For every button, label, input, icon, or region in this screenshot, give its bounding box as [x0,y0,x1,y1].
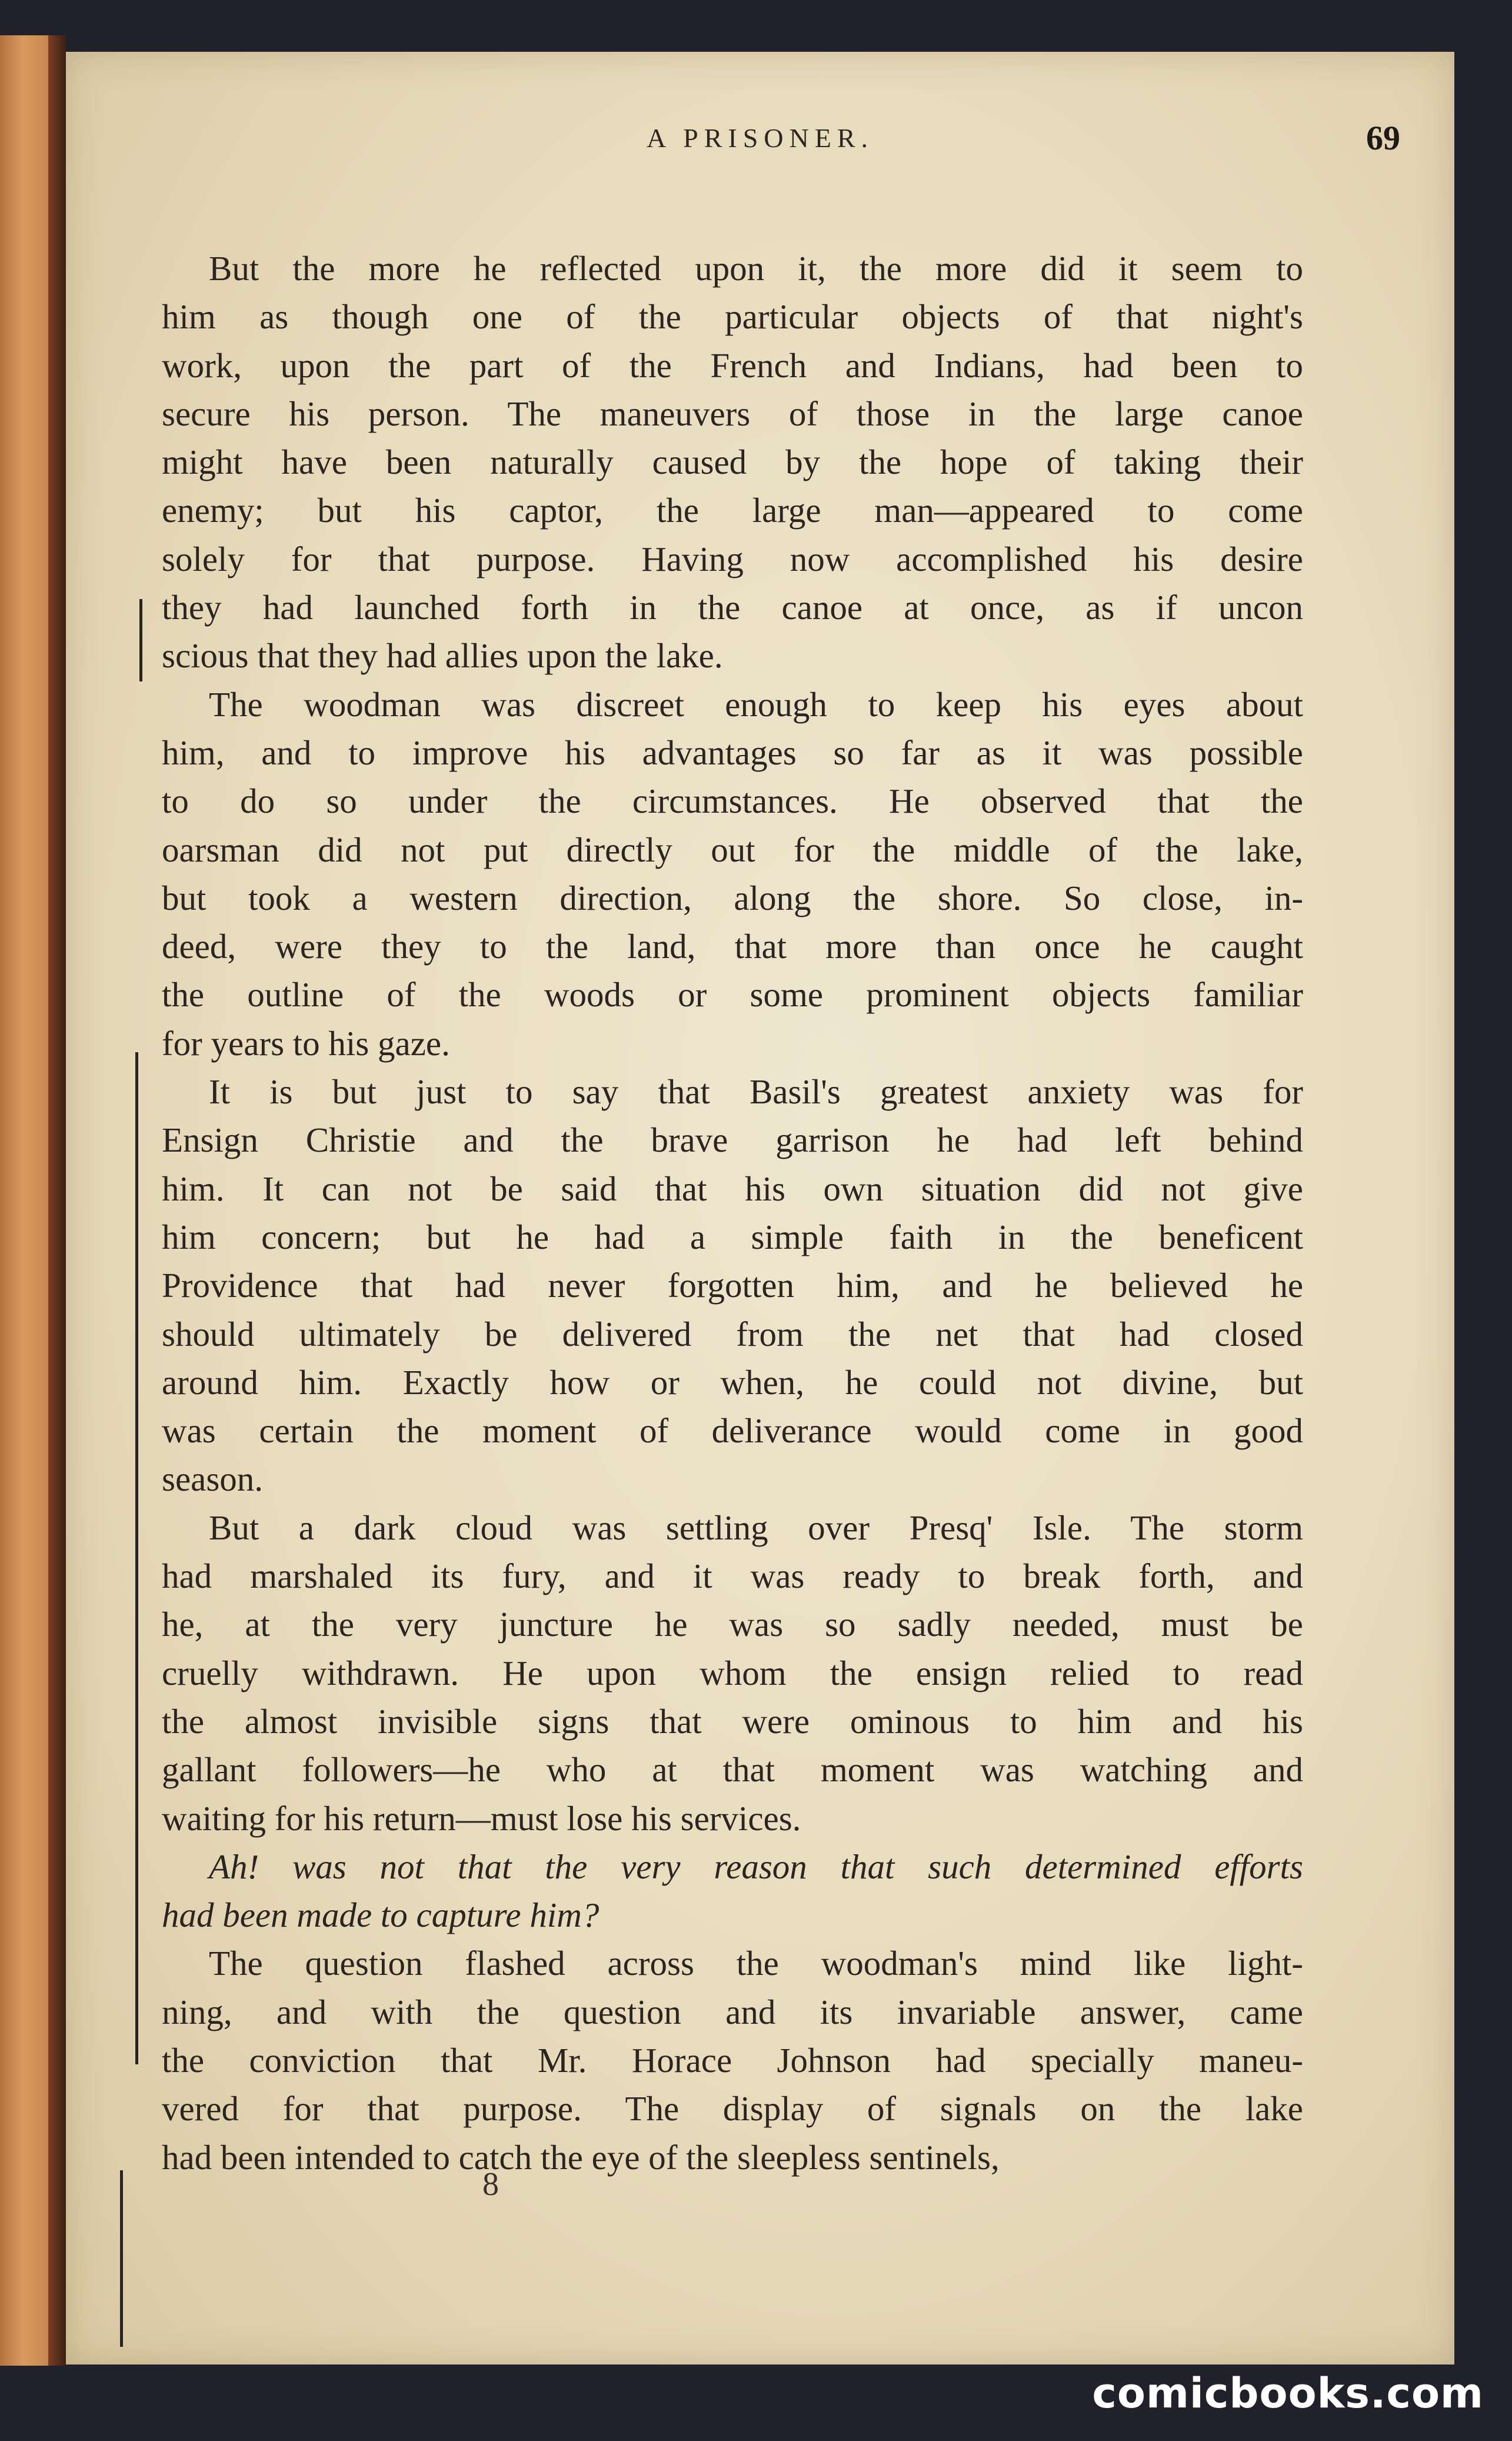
paragraph [162,680,1303,1067]
text-line: enemy; but his captor, the large man—appeared to come [162,491,1303,530]
text-line: the outline of the woods or some prominent objects familiar [162,975,1303,1015]
running-title: A PRISONER. [646,123,874,153]
paragraph [162,244,1303,680]
text-line: was certain the moment of deliverance would come in good [162,1411,1303,1451]
text-line: deed, were they to the land, that more than once he caught [162,927,1303,966]
text-line: had been intended to catch the eye of the sleepless sentinels, [162,2137,1000,2177]
running-head [66,115,1454,162]
text-line: around him. Exactly how or when, he could not divine, but [162,1362,1303,1402]
paragraph [162,1939,1303,2181]
paragraph [162,1067,1303,1504]
text-line: season. [162,1459,264,1499]
text-line: him as though one of the particular objects of that night's [162,297,1303,337]
margin-mark [139,599,142,681]
text-line: ning, and with the question and its invariable answer, came [162,1992,1303,2031]
text-line: gallant followers—he who at that moment was watching and [162,1750,1303,1790]
text-line: might have been naturally caused by the hope of taking their [162,443,1303,482]
text-line: the conviction that Mr. Horace Johnson had specially maneu- [162,2040,1303,2080]
text-line: for years to his gaze. [162,1023,450,1063]
signature-mark: 8 [482,2166,499,2203]
text-line: waiting for his return—must lose his services. [162,1798,801,1838]
text-line: should ultimately be delivered from the net that had closed [162,1314,1303,1353]
text-line: The woodman was discreet enough to keep his eyes about [209,684,1303,724]
text-line: solely for that purpose. Having now accomplished his desire [162,539,1303,578]
text-line: It is but just to say that Basil's greatest anxiety was for [209,1072,1303,1112]
watermark: comicbooks.com [1092,2369,1484,2417]
text-line: him concern; but he had a simple faith in the beneficent [162,1217,1303,1256]
text-line: but took a western direction, along the shore. So close, in- [162,878,1303,917]
text-line: he, at the very juncture he was so sadly needed, must be [162,1605,1303,1644]
text-line: But a dark cloud was settling over Presq' Isle. The storm [209,1508,1303,1547]
text-line: oarsman did not put directly out for the middle of the lake, [162,830,1303,869]
page-number: 69 [1366,119,1400,157]
text-line: work, upon the part of the French and Indians, had been to [162,345,1303,385]
text-line: But the more he reflected upon it, the more did it seem to [209,249,1303,288]
text-line: him, and to improve his advantages so far as it was possible [162,733,1303,772]
text-line: vered for that purpose. The display of signals on the lake [162,2089,1303,2129]
text-line: Ah! was not that the very reason that such determined efforts [209,1847,1303,1886]
paragraph [162,1843,1303,1940]
text-line: cruelly withdrawn. He upon whom the ensign relied to read [162,1653,1303,1692]
text-line: Providence that had never forgotten him, and he believed he [162,1266,1303,1305]
text-line: had been made to capture him? [162,1895,600,1935]
margin-mark [120,2170,123,2347]
body-text [162,244,1303,2181]
text-line: the almost invisible signs that were ominous to him and his [162,1701,1303,1741]
text-line: The question flashed across the woodman's mind like light- [209,1944,1303,1983]
paragraph [162,1504,1303,1843]
text-line: scious that they had allies upon the lake. [162,636,723,676]
text-line: to do so under the circumstances. He observed that the [162,781,1303,821]
text-line: had marshaled its fury, and it was ready to break forth, and [162,1557,1303,1596]
text-line: him. It can not be said that his own situation did not give [162,1169,1303,1208]
text-line: Ensign Christie and the brave garrison he had left behind [162,1120,1303,1160]
text-line: secure his person. The maneuvers of those in the large canoe [162,394,1303,433]
margin-mark [135,1052,138,2064]
text-line: they had launched forth in the canoe at once, as if uncon [162,588,1303,627]
book-gutter [48,35,66,2366]
